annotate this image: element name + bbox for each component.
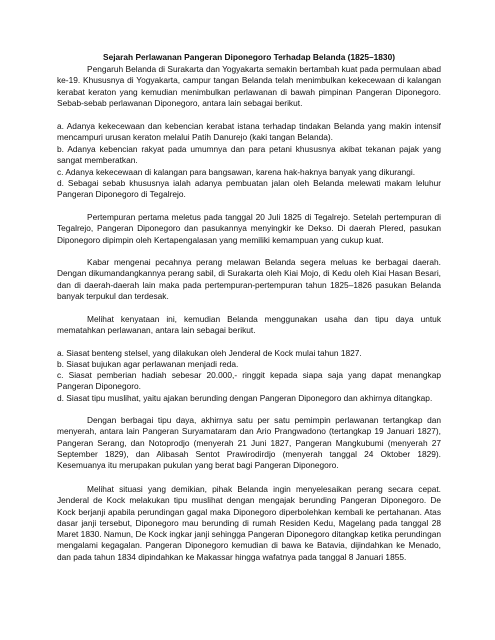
- tactic-item-b: b. Siasat bujukan agar perlawanan menjadi reda.: [57, 359, 239, 369]
- document-title: Sejarah Perlawanan Pangeran Diponegoro Terhadap Belanda (1825–1830): [103, 52, 395, 62]
- intro-paragraph: Pengaruh Belanda di Surakarta dan Yogyakarta semakin bertambah kuat pada permulaan abad ke-19. Khususnya di Yogyakarta, campur tangan Belanda telah menimbulkan kekecewaan di kalangan kerabat keraton yang kemudian menimbulkan perlawanan di bawah pimpinan Pangeran Diponegoro. Sebab-sebab perlawanan Diponegoro, antara lain sebagai berikut.: [57, 64, 441, 108]
- cause-item-d: d. Sebagai sebab khususnya ialah adanya pembuatan jalan oleh Belanda melewati makam leluhur Pangeran Diponegoro di Tegalrejo.: [57, 178, 441, 200]
- tactic-item-d: d. Siasat tipu muslihat, yaitu ajakan berunding dengan Pangeran Diponegoro dan akhirnya ditangkap.: [57, 393, 433, 403]
- cause-item-c: c. Adanya kekecewaan di kalangan para bangsawan, karena hak-haknya banyak yang dikurangi.: [57, 167, 416, 177]
- capture-paragraph: Melihat situasi yang demikian, pihak Belanda ingin menyelesaikan perang secara cepat. Jenderal de Kock melakukan tipu muslihat dengan mengajak berunding Pangeran Diponegoro. De Kock berjanji apabila perundingan gagal maka Diponegoro diperbolehkan kembali ke pertahanan. Atas dasar janji tersebut, Diponegoro mau berunding di rumah Residen Kedu, Magelang pada tanggal 28 Maret 1830. Namun, De Kock ingkar janji sehingga Pangeran Diponegoro ditangkap ketika perundingan mengalami kegagalan. Pangeran Diponegoro kemudian di bawa ke Batavia, dijindahkan ke Menado, dan pada tahun 1834 dipindahkan ke Makassar hingga wafatnya pada tanggal 8 Januari 1855.: [57, 484, 441, 562]
- battle-start-paragraph: Pertempuran pertama meletus pada tanggal 20 Juli 1825 di Tegalrejo. Setelah pertempuran di Tegalrejo, Pangeran Diponegoro dan pasukannya menyingkir ke Dekso. Di daerah Plered, pasukan Diponegoro dipimpin oleh Kertapengalasan yang memiliki kemampuan yang cukup kuat.: [57, 212, 441, 245]
- cause-item-b: b. Adanya kebencian rakyat pada umumnya dan para petani khususnya akibat tekanan pajak yang sangat memberatkan.: [57, 144, 441, 166]
- tactic-item-a: a. Siasat benteng stelsel, yang dilakukan oleh Jenderal de Kock mulai tahun 1827.: [57, 348, 362, 358]
- tactics-intro-paragraph: Melihat kenyataan ini, kemudian Belanda menggunakan usaha dan tipu daya untuk mematahkan perlawanan, antara lain sebagai berikut.: [57, 314, 441, 336]
- cause-item-a: a. Adanya kekecewaan dan kebencian kerabat istana terhadap tindakan Belanda yang makin intensif mencampuri urusan keraton melalui Patih Danurejo (kaki tangan Belanda).: [57, 121, 441, 143]
- holy-war-paragraph: Kabar mengenai pecahnya perang melawan Belanda segera meluas ke berbagai daerah. Dengan dikumandangkannya perang sabil, di Surakarta oleh Kiai Mojo, di Kedu oleh Kiai Hasan Besari, dan di daerah-daerah lain maka pada pertempuran-pertempuran tahun 1825–1826 pasukan Belanda banyak terpukul dan terdesak.: [57, 257, 441, 301]
- tactic-item-c: c. Siasat pemberian hadiah sebesar 20.000,- ringgit kepada siapa saja yang dapat menangkap Pangeran Diponegoro.: [57, 370, 441, 392]
- surrender-paragraph: Dengan berbagai tipu daya, akhirnya satu per satu pemimpin perlawanan tertangkap dan menyerah, antara lain Pangeran Suryamataram dan Ario Prangwadono (tertangkap 19 Januari 1827), Pangeran Serang, dan Notoprodjo (menyerah 21 Juni 1827, Pangeran Mangkubumi (menyerah 27 September 1829), dan Alibasah Sentot Prawirodirdjo (menyerah tanggal 24 Oktober 1829). Kesemuanya itu merupakan pukulan yang berat bagi Pangeran Diponegoro.: [57, 415, 441, 471]
